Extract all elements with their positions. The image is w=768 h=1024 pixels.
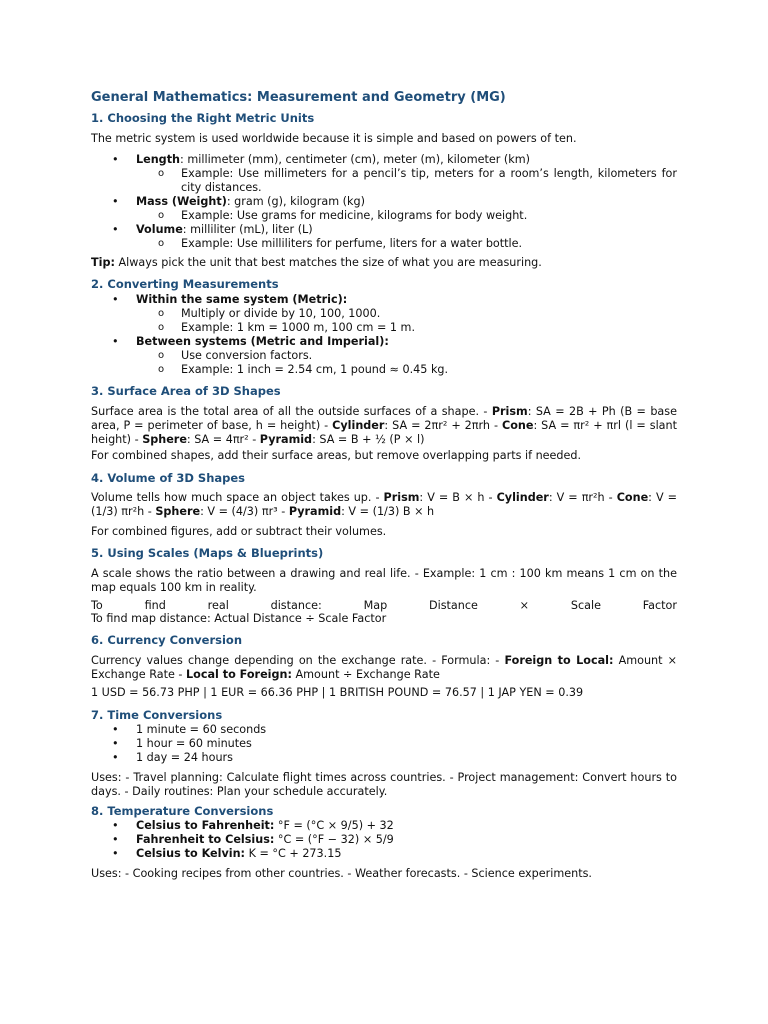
scale-paragraph: A scale shows the ratio between a drawing and real life. - Example: 1 cm : 100 km means 1 cm on the map equals 100 km in reality. (91, 567, 677, 594)
section-5-heading: 5. Using Scales (Maps & Blueprints) (91, 546, 324, 560)
list-subitem (91, 307, 677, 321)
list-item-mass (91, 195, 677, 209)
length-text: : millimeter (mm), centimeter (cm), meter (m), kilometer (km) (180, 153, 531, 166)
text-run: : V = πr²h - (548, 491, 617, 504)
list-item-between (91, 335, 677, 349)
sub-bullet-icon: o (158, 322, 165, 333)
text-run: Amount ÷ Exchange Rate (291, 668, 440, 681)
prism-label: Prism (383, 491, 420, 504)
text-run: : V = B × h - (419, 491, 497, 504)
list-subitem (91, 321, 677, 335)
text-run: Volume tells how much space an object takes up. - (91, 491, 384, 504)
list-item (91, 751, 677, 765)
bullet-icon: • (112, 223, 119, 236)
text-run: : SA = πr² + πrl (l = slant height) - (91, 419, 678, 446)
volume-example: Example: Use milliliters for perfume, liters for a water bottle. (181, 237, 523, 250)
time-uses-paragraph: Uses: - Travel planning: Calculate flight times across countries. - Project management: Convert hours to days. - Daily routines: Plan your schedule accurately. (91, 771, 677, 798)
cylinder-label: Cylinder (496, 491, 549, 504)
conversion-list (91, 293, 677, 377)
real-distance-line: To find real distance: Map Distance × Scale Factor (91, 599, 677, 612)
sub-bullet-icon: o (158, 308, 165, 319)
c2k-formula: K = °C + 273.15 (245, 847, 342, 860)
text-run: : V = (1/3) B × h (341, 505, 435, 518)
within-example: Example: 1 km = 1000 m, 100 cm = 1 m. (181, 321, 416, 334)
sub-bullet-icon: o (158, 238, 165, 249)
temperature-uses-paragraph: Uses: - Cooking recipes from other countries. - Weather forecasts. - Science experiments. (91, 867, 592, 880)
bullet-icon: • (112, 153, 119, 166)
section-1-heading: 1. Choosing the Right Metric Units (91, 111, 315, 125)
section-6-heading: 6. Currency Conversion (91, 633, 243, 647)
section-7-heading: 7. Time Conversions (91, 708, 223, 722)
list-subitem (91, 363, 677, 377)
text-run: : SA = 4πr² - (186, 433, 260, 446)
list-subitem-volume-example (91, 237, 677, 251)
foreign-to-local-label: Foreign to Local: (504, 654, 614, 667)
volume-text: : milliliter (mL), liter (L) (182, 223, 313, 236)
within-rule: Multiply or divide by 10, 100, 1000. (181, 307, 381, 320)
pyramid-label: Pyramid (288, 505, 342, 518)
c2f-label: Celsius to Fahrenheit: (136, 819, 275, 832)
currency-paragraph (91, 654, 677, 682)
sub-bullet-icon: o (158, 210, 165, 221)
list-item-c2k (91, 847, 677, 861)
surface-area-combined: For combined shapes, add their surface areas, but remove overlapping parts if needed. (91, 449, 582, 462)
list-item-c2f (91, 819, 677, 833)
list-item-length (91, 153, 677, 167)
length-example: Example: Use millimeters for a pencil’s tip, meters for a room’s length, kilometers for city distances. (181, 167, 677, 194)
tip-paragraph (91, 256, 677, 270)
text-run: Amount × Exchange Rate - (91, 654, 678, 681)
volume-combined: For combined figures, add or subtract their volumes. (91, 525, 387, 538)
surface-area-paragraph (91, 405, 677, 447)
text-run: : SA = 2B + Ph (B = base area, P = perimeter of base, h = height) - (91, 405, 677, 432)
text-run: : V = (1/3) πr²h - (91, 491, 678, 518)
section-8-heading: 8. Temperature Conversions (91, 804, 274, 818)
sub-bullet-icon: o (158, 364, 165, 375)
f2c-label: Fahrenheit to Celsius: (136, 833, 275, 846)
bullet-icon: • (112, 847, 119, 860)
list-item (91, 723, 677, 737)
c2k-label: Celsius to Kelvin: (136, 847, 246, 860)
text-run: Surface area is the total area of all the outside surfaces of a shape. - (91, 405, 492, 418)
text-run: : SA = B + ½ (P × l) (312, 433, 425, 446)
metric-units-list (91, 153, 677, 251)
time-conversion: 1 day = 24 hours (136, 751, 233, 764)
cone-label: Cone (616, 491, 649, 504)
list-item-within (91, 293, 677, 307)
tip-label: Tip: (91, 256, 115, 269)
section-3-heading: 3. Surface Area of 3D Shapes (91, 384, 281, 398)
sphere-label: Sphere (142, 433, 187, 446)
pyramid-label: Pyramid (259, 433, 313, 446)
bullet-icon: • (112, 723, 119, 736)
f2c-formula: °C = (°F − 32) × 5/9 (274, 833, 394, 846)
cone-label: Cone (501, 419, 534, 432)
text-run: Currency values change depending on the exchange rate. - Formula: - (91, 654, 505, 667)
list-subitem-length-example (91, 167, 677, 195)
mass-example: Example: Use grams for medicine, kilograms for body weight. (181, 209, 528, 222)
between-rule: Use conversion factors. (181, 349, 313, 362)
c2f-formula: °F = (°C × 9/5) + 32 (274, 819, 394, 832)
bullet-icon: • (112, 819, 119, 832)
mass-label: Mass (Weight) (136, 195, 227, 208)
list-item-volume (91, 223, 677, 237)
list-subitem-mass-example (91, 209, 677, 223)
section-2-heading: 2. Converting Measurements (91, 277, 279, 291)
bullet-icon: • (112, 335, 119, 348)
bullet-icon: • (112, 833, 119, 846)
text-run: : V = (4/3) πr³ - (200, 505, 289, 518)
mass-text: : gram (g), kilogram (kg) (226, 195, 365, 208)
time-conversion: 1 hour = 60 minutes (136, 737, 252, 750)
sub-bullet-icon: o (158, 168, 165, 179)
text-run: : SA = 2πr² + 2πrh - (384, 419, 502, 432)
map-distance-line: To find map distance: Actual Distance ÷ Scale Factor (91, 612, 387, 625)
volume-label: Volume (136, 223, 183, 236)
sub-bullet-icon: o (158, 350, 165, 361)
bullet-icon: • (112, 195, 119, 208)
length-label: Length (136, 153, 181, 166)
bullet-icon: • (112, 293, 119, 306)
local-to-foreign-label: Local to Foreign: (186, 668, 292, 681)
bullet-icon: • (112, 737, 119, 750)
sphere-label: Sphere (155, 505, 201, 518)
within-label: Within the same system (Metric): (136, 293, 348, 306)
tip-text: Always pick the unit that best matches the size of what you are measuring. (114, 256, 542, 269)
section-4-heading: 4. Volume of 3D Shapes (91, 471, 246, 485)
exchange-rates-line: 1 USD = 56.73 PHP | 1 EUR = 66.36 PHP | 1 BRITISH POUND = 76.57 | 1 JAP YEN = 0.39 (91, 686, 584, 699)
volume-paragraph (91, 491, 677, 519)
between-example: Example: 1 inch = 2.54 cm, 1 pound ≈ 0.45 kg. (181, 363, 449, 376)
section-1-intro: The metric system is used worldwide because it is simple and based on powers of ten. (91, 132, 577, 145)
list-subitem (91, 349, 677, 363)
cylinder-label: Cylinder (332, 419, 385, 432)
list-item (91, 737, 677, 751)
time-conversion-list (91, 723, 677, 765)
temperature-conversion-list (91, 819, 677, 861)
between-label: Between systems (Metric and Imperial): (136, 335, 389, 348)
document-title: General Mathematics: Measurement and Geometry (MG) (91, 90, 506, 105)
time-conversion: 1 minute = 60 seconds (136, 723, 267, 736)
bullet-icon: • (112, 751, 119, 764)
prism-label: Prism (491, 405, 528, 418)
list-item-f2c (91, 833, 677, 847)
